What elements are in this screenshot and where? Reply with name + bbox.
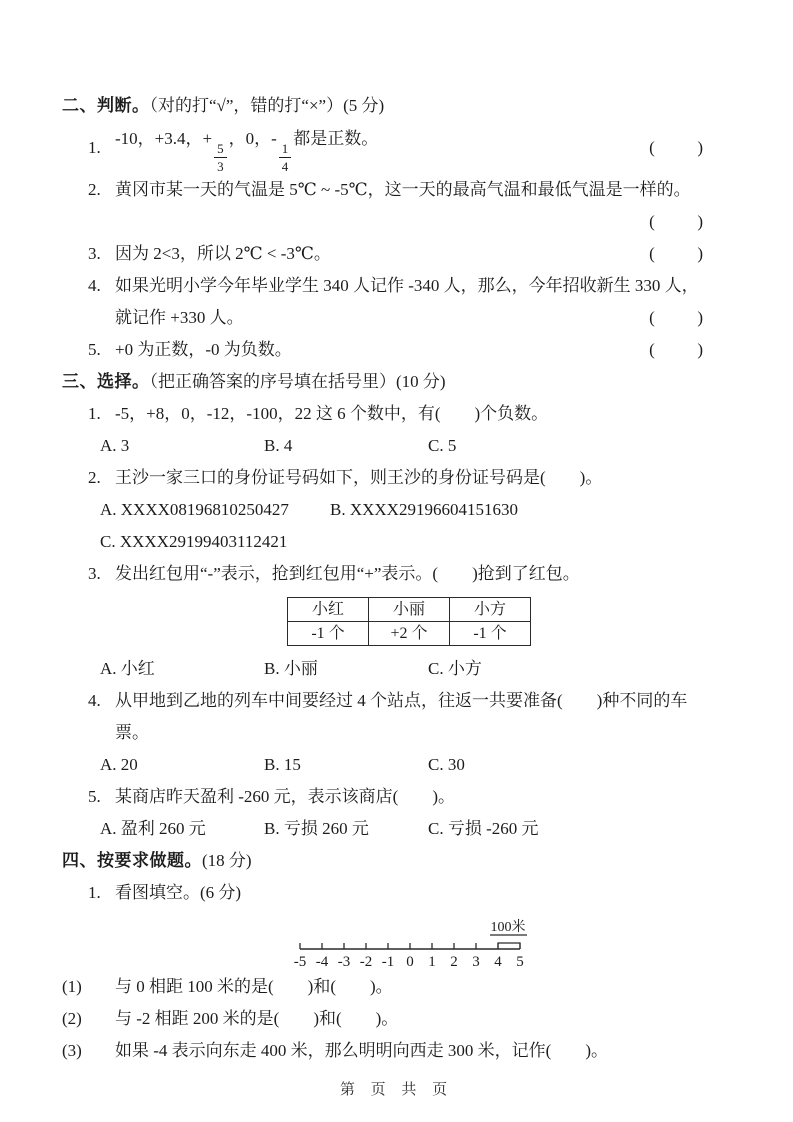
option-b: B. 小丽: [264, 659, 318, 678]
item-number: [62, 971, 115, 1003]
tick-label: -4: [315, 954, 329, 970]
table-value-cell: -1 个: [288, 622, 369, 646]
section-tasks-heading: [62, 845, 703, 877]
section-judge-heading: [62, 90, 703, 122]
option-c: C. 小方: [428, 659, 482, 678]
table-header-row: [288, 598, 531, 622]
item-number: [62, 1035, 115, 1067]
section-tasks-note: (18 分): [202, 851, 252, 870]
choice-question-2: [62, 462, 703, 494]
question-text: 与 -2 相距 200 米的是( )和( )。: [115, 1009, 399, 1028]
choice-question-1: [62, 398, 703, 430]
table-header-cell: 小丽: [369, 598, 450, 622]
fraction-one-quarter: [279, 142, 292, 173]
answer-bracket: ( ): [649, 340, 703, 359]
option-b: B. 4: [264, 436, 293, 455]
number-line-figure: [62, 909, 703, 971]
options-row: [62, 749, 703, 781]
question-text: 王沙一家三口的身份证号码如下，则王沙的身份证号码是( )。: [115, 468, 603, 487]
option-c: C. 5: [428, 436, 457, 455]
axis-ticks: [300, 943, 520, 949]
item-number: 2.: [88, 468, 101, 487]
section-choice-heading: [62, 366, 703, 398]
option-a: A. XXXX08196810250427: [100, 500, 289, 519]
answer-bracket: ( ): [649, 138, 703, 157]
item-number: 3.: [88, 244, 101, 263]
question-text: 如果 -4 表示向东走 400 米，那么明明向西走 300 米，记作( )。: [115, 1041, 608, 1060]
choice-question-5: [62, 781, 703, 813]
choice-question-4: [62, 685, 703, 749]
option-a: A. 20: [100, 755, 138, 774]
tick-label: 5: [516, 954, 524, 970]
item-number-text: (1): [62, 977, 82, 996]
tick-label: 1: [428, 954, 436, 970]
judge-item-1: [62, 122, 703, 174]
judge-item-2: [62, 174, 703, 206]
options-row: [62, 430, 703, 462]
tick-label: 3: [472, 954, 480, 970]
answer-bracket: ( ): [649, 244, 703, 263]
section-choice-note: （把正确答案的序号填在括号里）(10 分): [149, 372, 446, 391]
section-choice-title: 三、选择。: [62, 372, 150, 391]
item-text: 看图填空。(6 分): [115, 883, 242, 902]
tick-label: -3: [337, 954, 351, 970]
table-header-cell: 小红: [288, 598, 369, 622]
page-footer: 第 页 共 页: [339, 1082, 454, 1098]
question-text: -5，+8，0，-12，-100，22 这 6 个数中，有( )个负数。: [115, 404, 549, 423]
item-text-part: -10，+3.4，+: [115, 129, 213, 148]
item-text-part: 都是正数。: [293, 129, 379, 148]
option-a: A. 盈利 260 元: [100, 819, 206, 838]
item-text: 黄冈市某一天的气温是 5℃ ~ -5℃，这一天的最高气温和最低气温是一样的。: [115, 180, 691, 199]
table-header-cell: 小方: [450, 598, 531, 622]
item-text-part: ，0，-: [228, 129, 277, 148]
option-a: A. 小红: [100, 659, 155, 678]
item-number: 5.: [88, 340, 101, 359]
choice-question-3: [62, 558, 703, 590]
tick-label: 0: [406, 954, 414, 970]
fill-question-2: [62, 1003, 703, 1035]
fill-question-3: [62, 1035, 703, 1067]
section-judge-note: （对的打“√”，错的打“×”）(5 分): [149, 96, 385, 115]
answer-bracket: ( ): [649, 212, 703, 231]
tick-label: 4: [494, 954, 502, 970]
tick-label: 2: [450, 954, 458, 970]
distance-bracket: [498, 943, 520, 949]
answer-bracket: ( ): [649, 308, 703, 327]
options-row: [62, 813, 703, 845]
question-text: 从甲地到乙地的列车中间要经过 4 个站点，往返一共要准备( )种不同的车票。: [115, 691, 688, 742]
red-packet-table: [287, 597, 531, 646]
item-number: 1.: [88, 404, 101, 423]
number-line: [282, 909, 582, 971]
question-text: 某商店昨天盈利 -260 元，表示该商店( )。: [115, 787, 455, 806]
option-b: B. 亏损 260 元: [264, 819, 369, 838]
item-number: 1.: [88, 138, 101, 157]
tick-label: -1: [381, 954, 395, 970]
option-c: C. 30: [428, 755, 465, 774]
item-number-text: (2): [62, 1009, 82, 1028]
tick-label: -5: [293, 954, 307, 970]
options-row: [62, 526, 703, 558]
section-tasks-title: 四、按要求做题。: [62, 851, 202, 870]
item-text: 如果光明小学今年毕业学生 340 人记作 -340 人，那么，今年招收新生 330 人，就记作 +330 人。: [115, 276, 699, 327]
judge-item-5: [62, 334, 703, 366]
options-row: [62, 653, 703, 685]
item-text: +0 为正数，-0 为负数。: [115, 340, 292, 359]
option-b: B. 15: [264, 755, 301, 774]
item-number: 2.: [88, 180, 101, 199]
tick-label: -2: [359, 954, 373, 970]
question-text: 发出红包用“-”表示，抢到红包用“+”表示。( )抢到了红包。: [115, 564, 580, 583]
distance-label: 100米: [490, 920, 526, 935]
fraction-numerator: 1: [279, 142, 292, 158]
fraction-denominator: 3: [217, 159, 224, 174]
judge-item-3: [62, 238, 703, 270]
judge-item-4: [62, 270, 703, 334]
tasks-sub1-heading: [62, 877, 703, 909]
axis-tick-labels: [294, 954, 524, 970]
item-number: 5.: [88, 787, 101, 806]
item-text: [115, 123, 649, 173]
option-b: B. XXXX29196604151630: [330, 500, 518, 519]
item-number: 4.: [88, 276, 101, 295]
options-row: [62, 494, 703, 526]
item-number: [62, 1003, 115, 1035]
table-value-cell: -1 个: [450, 622, 531, 646]
item-number-text: (3): [62, 1041, 82, 1060]
table-value-cell: +2 个: [369, 622, 450, 646]
option-c: C. XXXX29199403112421: [100, 532, 288, 551]
judge-item-2-answer-row: [62, 206, 703, 238]
item-number: 1.: [88, 883, 101, 902]
option-a: A. 3: [100, 436, 130, 455]
item-number: 3.: [88, 564, 101, 583]
item-text: 因为 2<3，所以 2℃ < -3℃。: [115, 244, 331, 263]
question-text: 与 0 相距 100 米的是( )和( )。: [115, 977, 393, 996]
option-c: C. 亏损 -260 元: [428, 819, 539, 838]
table-value-row: [288, 622, 531, 646]
item-number: 4.: [88, 691, 101, 710]
fraction-five-thirds: [214, 142, 227, 173]
fraction-denominator: 4: [281, 159, 289, 174]
section-judge-title: 二、判断。: [62, 96, 150, 115]
fill-question-1: [62, 971, 703, 1003]
fraction-numerator: 5: [214, 142, 227, 158]
